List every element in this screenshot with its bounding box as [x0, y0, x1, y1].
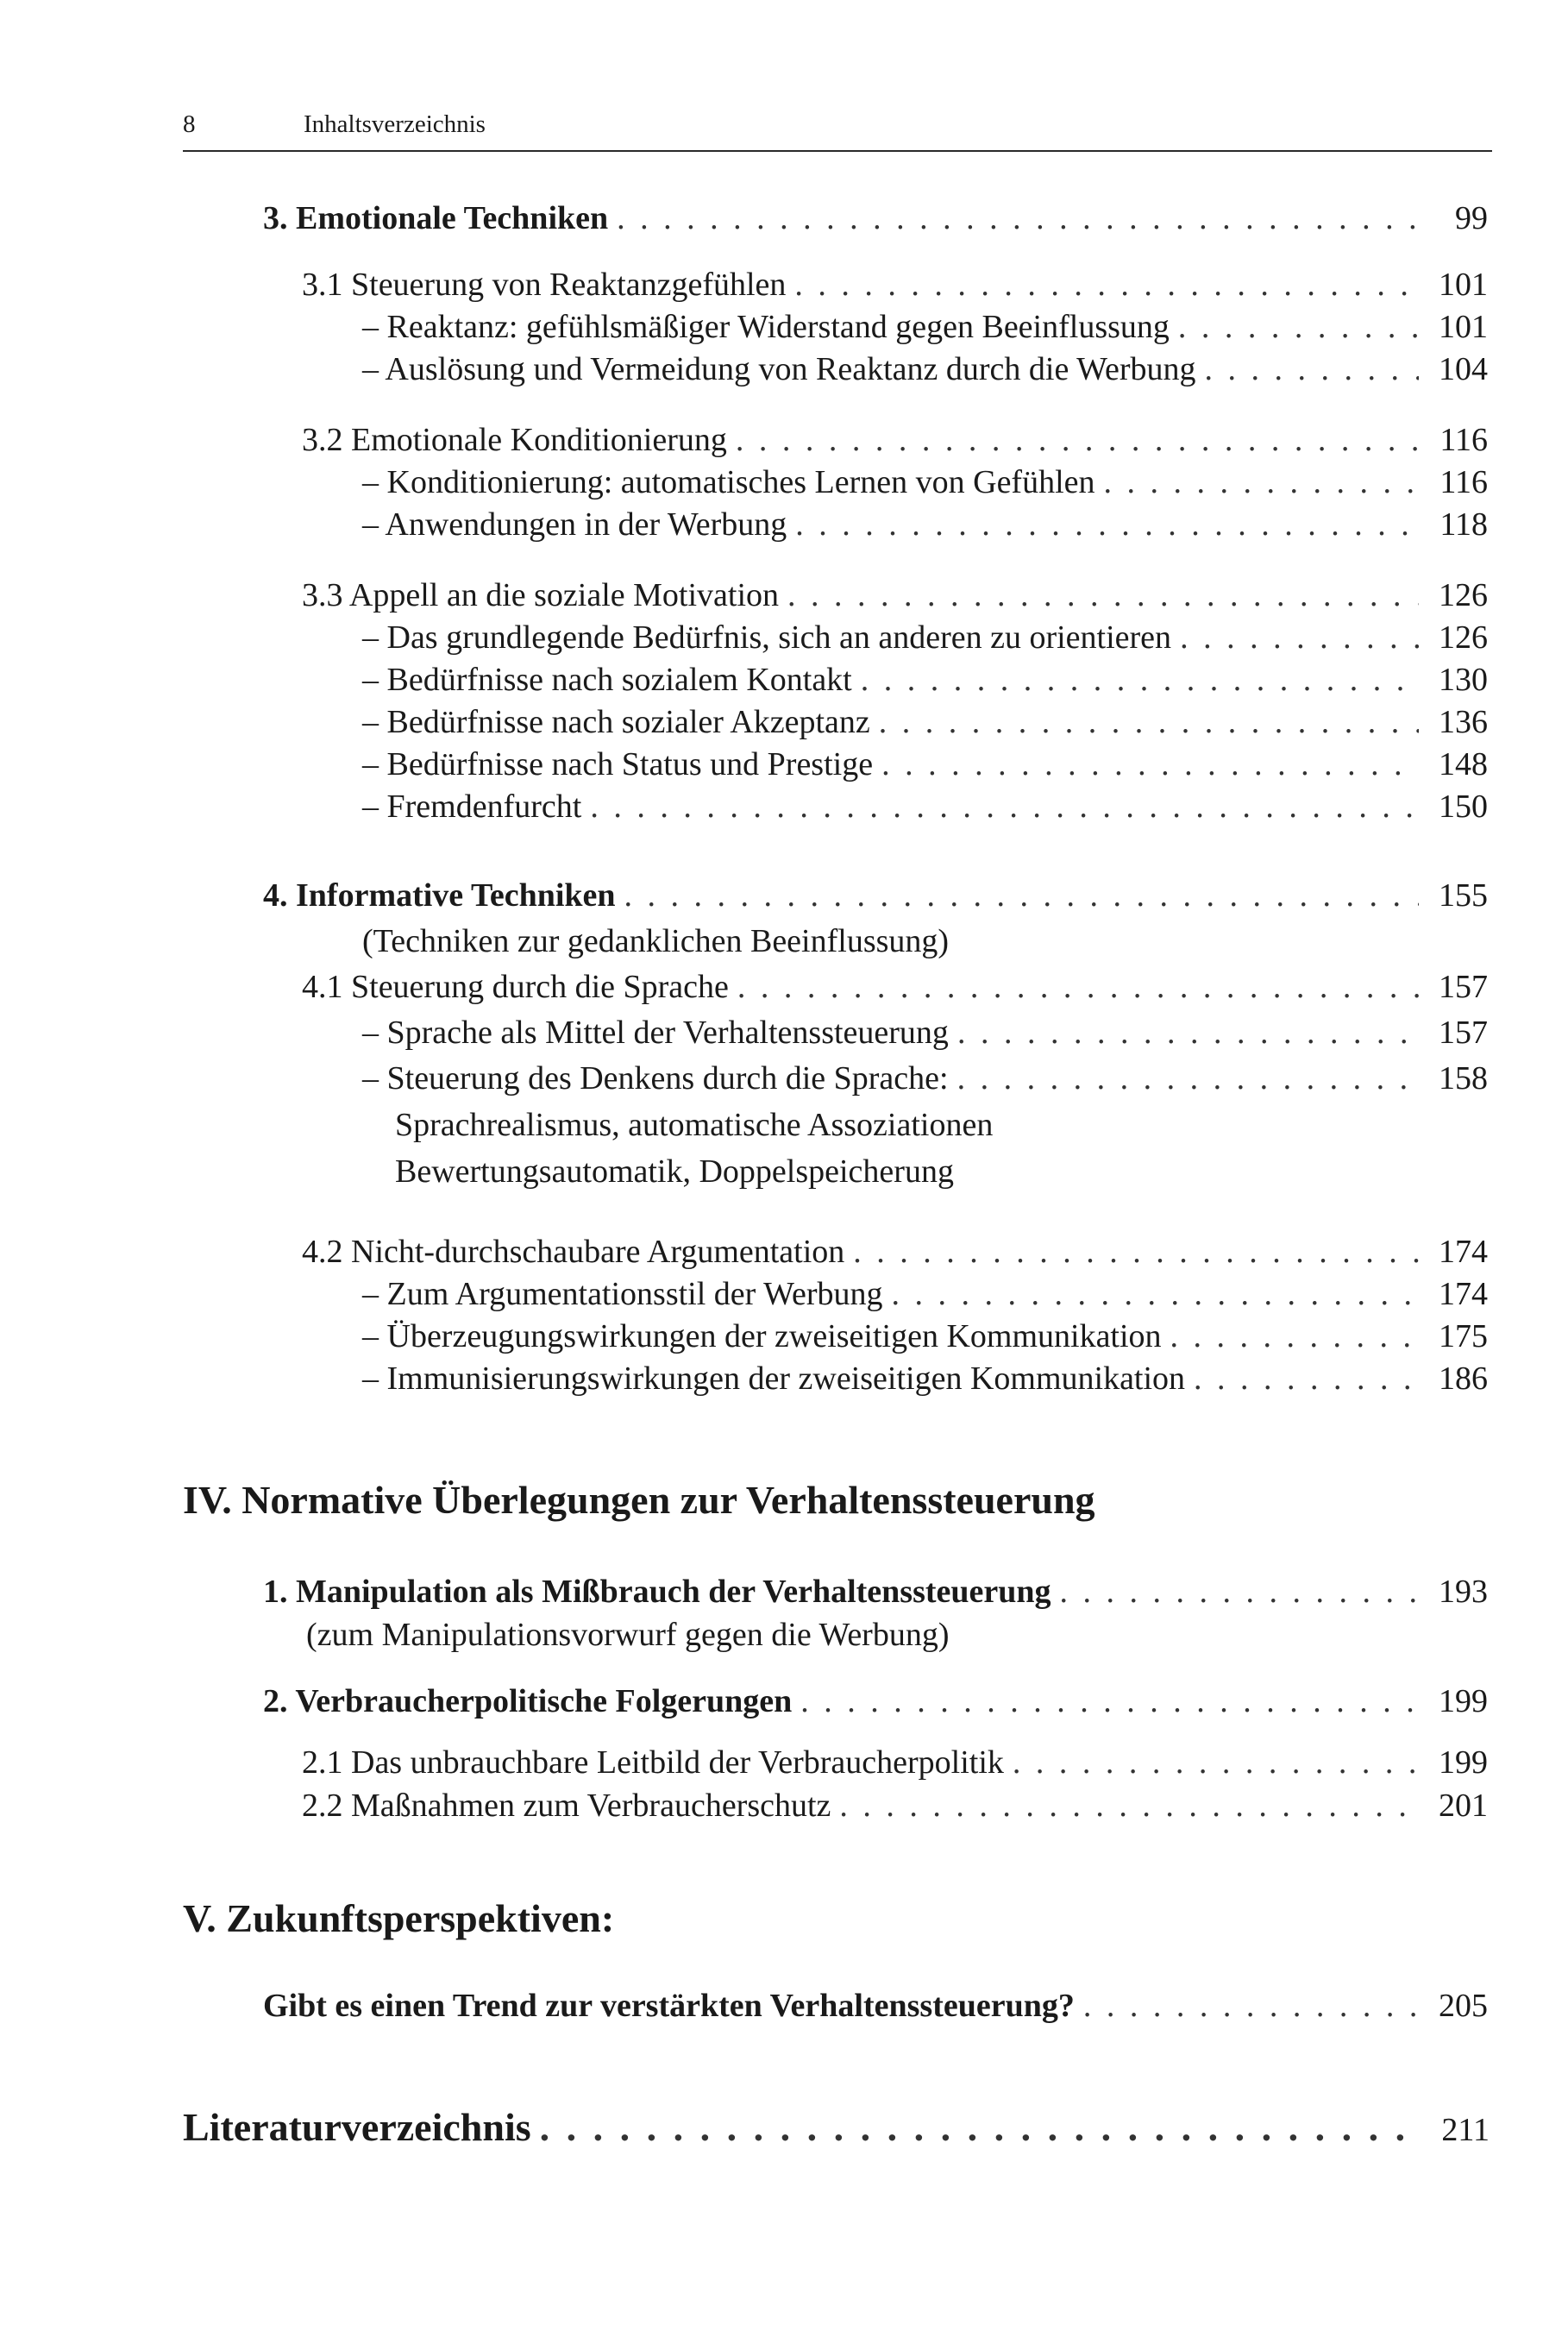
toc-page-number: 116 — [1439, 422, 1488, 458]
toc-entry-3-2-b — [362, 505, 1488, 544]
leader-dots — [787, 575, 1419, 615]
toc-page-number: 104 — [1439, 351, 1488, 387]
leader-dots — [839, 1786, 1419, 1825]
part-heading-iv: IV. Normative Überlegungen zur Verhaltenssteuerung — [183, 1478, 1095, 1522]
toc-entry-3-3-d — [362, 745, 1488, 784]
toc-entry-title: – Bedürfnisse nach sozialer Akzeptanz — [362, 704, 870, 740]
toc-page-number: 136 — [1439, 704, 1488, 740]
toc-entry-title: – Steuerung des Denkens durch die Sprache: — [362, 1060, 949, 1097]
leader-dots — [590, 787, 1419, 826]
leader-dots — [1083, 1986, 1419, 2026]
toc-entry-title: – Anwendungen in der Werbung — [362, 506, 787, 543]
toc-entry-3 — [263, 198, 1488, 238]
leader-dots — [1170, 1316, 1419, 1356]
toc-entry-4-2 — [302, 1232, 1488, 1272]
toc-entry-v-1 — [263, 1986, 1488, 2026]
toc-entry-title: 3.1 Steuerung von Reaktanzgefühlen — [302, 267, 787, 303]
toc-entry-title: – Immunisierungswirkungen der zweiseitigen Kommunikation — [362, 1360, 1186, 1397]
running-header — [183, 110, 1492, 152]
toc-page-number: 155 — [1439, 877, 1488, 914]
toc-entry-4 — [263, 876, 1488, 915]
leader-dots — [1194, 1359, 1419, 1398]
toc-entry-3-3-a — [362, 618, 1488, 657]
running-title: Inhaltsverzeichnis — [304, 110, 486, 138]
leader-dots — [861, 660, 1419, 700]
leader-dots — [800, 1681, 1419, 1721]
leader-dots — [617, 198, 1419, 238]
toc-entry-title: 3.2 Emotionale Konditionierung — [302, 422, 727, 458]
toc-entry-iv-2-2 — [302, 1786, 1488, 1825]
toc-entry-literature — [183, 2103, 1490, 2152]
toc-entry-title: 2. Verbraucherpolitische Folgerungen — [263, 1683, 793, 1719]
toc-entry-title: 4.2 Nicht-durchschaubare Argumentation — [302, 1234, 845, 1270]
toc-page-number: 205 — [1439, 1988, 1488, 2024]
toc-page-number: 174 — [1439, 1234, 1488, 1270]
leader-dots — [1205, 349, 1420, 389]
leader-dots — [736, 420, 1419, 460]
toc-entry-title: 3. Emotionale Techniken — [263, 200, 609, 236]
part-heading-v: V. Zukunftsperspektiven: — [183, 1896, 615, 1940]
toc-subtitle: (Techniken zur gedanklichen Beeinflussung) — [362, 923, 950, 959]
toc-page-number: 201 — [1439, 1788, 1488, 1824]
toc-entry-title: – Das grundlegende Bedürfnis, sich an anderen zu orientieren — [362, 619, 1172, 656]
toc-entry-title: 3.3 Appell an die soziale Motivation — [302, 577, 780, 613]
toc-entry-title: – Überzeugungswirkungen der zweiseitigen Kommunikation — [362, 1318, 1162, 1354]
leader-dots — [794, 265, 1419, 305]
toc-entry-iv-2 — [263, 1681, 1488, 1721]
toc-page-number: 193 — [1439, 1574, 1488, 1610]
leader-dots — [891, 1274, 1419, 1314]
toc-entry-4-1 — [302, 967, 1488, 1007]
leader-dots — [957, 1059, 1419, 1098]
toc-entry-title: – Fremdenfurcht — [362, 789, 582, 825]
toc-page-number: 126 — [1439, 577, 1488, 613]
toc-page-number: 116 — [1439, 464, 1488, 500]
toc-entry-continuation: Bewertungsautomatik, Doppelspeicherung — [395, 1153, 954, 1190]
toc-page-number: 101 — [1439, 267, 1488, 303]
toc-page-number: 199 — [1439, 1683, 1488, 1719]
toc-page-number: 158 — [1439, 1060, 1488, 1097]
toc-entry-4-2-a — [362, 1274, 1488, 1314]
leader-dots — [540, 2103, 1421, 2152]
toc-entry-4-1-b — [362, 1059, 1488, 1098]
page-number: 8 — [183, 110, 196, 138]
toc-page-number: 130 — [1439, 662, 1488, 698]
leader-dots — [1104, 462, 1419, 502]
toc-entry-title: – Bedürfnisse nach Status und Prestige — [362, 746, 874, 782]
toc-page-number: 211 — [1441, 2112, 1490, 2148]
leader-dots — [1178, 307, 1419, 347]
leader-dots — [624, 876, 1419, 915]
toc-entry-title: 1. Manipulation als Mißbrauch der Verhaltenssteuerung — [263, 1574, 1051, 1610]
toc-page-number: 148 — [1439, 746, 1488, 782]
toc-page-number: 199 — [1439, 1744, 1488, 1781]
leader-dots — [879, 702, 1419, 742]
toc-entry-title: Gibt es einen Trend zur verstärkten Verhaltenssteuerung? — [263, 1988, 1075, 2024]
toc-subtitle: (zum Manipulationsvorwurf gegen die Werbung) — [306, 1617, 950, 1653]
toc-entry-3-2 — [302, 420, 1488, 460]
toc-page-number: 186 — [1439, 1360, 1488, 1397]
leader-dots — [853, 1232, 1419, 1272]
toc-entry-3-3-b — [362, 660, 1488, 700]
leader-dots — [1180, 618, 1419, 657]
toc-entry-3-2-a — [362, 462, 1488, 502]
leader-dots — [795, 505, 1419, 544]
toc-page-number: 126 — [1439, 619, 1488, 656]
toc-page-number: 174 — [1439, 1276, 1488, 1312]
toc-entry-title: – Sprache als Mittel der Verhaltenssteuerung — [362, 1015, 949, 1051]
toc-entry-3-3-c — [362, 702, 1488, 742]
toc-entry-3-1-a — [362, 307, 1488, 347]
toc-entry-title: 4. Informative Techniken — [263, 877, 616, 914]
leader-dots — [881, 745, 1419, 784]
leader-dots — [957, 1013, 1419, 1053]
leader-dots — [1060, 1572, 1419, 1612]
toc-entry-title: – Zum Argumentationsstil der Werbung — [362, 1276, 883, 1312]
toc-page-number: 150 — [1439, 789, 1488, 825]
toc-entry-title: – Konditionierung: automatisches Lernen von Gefühlen — [362, 464, 1095, 500]
toc-entry-4-1-a — [362, 1013, 1488, 1053]
toc-page-number: 175 — [1439, 1318, 1488, 1354]
toc-page-number: 157 — [1439, 969, 1488, 1005]
toc-page-number: 157 — [1439, 1015, 1488, 1051]
toc-entry-title: Literaturverzeichnis — [183, 2105, 531, 2149]
toc-entry-title: 2.2 Maßnahmen zum Verbraucherschutz — [302, 1788, 831, 1824]
toc-entry-3-3-e — [362, 787, 1488, 826]
leader-dots — [1013, 1743, 1419, 1782]
toc-entry-iv-2-1 — [302, 1743, 1488, 1782]
leader-dots — [737, 967, 1419, 1007]
toc-entry-title: – Reaktanz: gefühlsmäßiger Widerstand gegen Beeinflussung — [362, 309, 1170, 345]
toc-entry-4-2-c — [362, 1359, 1488, 1398]
toc-page-number: 101 — [1439, 309, 1488, 345]
toc-entry-4-2-b — [362, 1316, 1488, 1356]
toc-entry-title: 2.1 Das unbrauchbare Leitbild der Verbraucherpolitik — [302, 1744, 1004, 1781]
toc-entry-title: – Auslösung und Vermeidung von Reaktanz durch die Werbung — [362, 351, 1196, 387]
toc-entry-3-1-b — [362, 349, 1488, 389]
toc-page-number: 99 — [1455, 200, 1488, 236]
toc-entry-3-3 — [302, 575, 1488, 615]
toc-entry-iv-1 — [263, 1572, 1488, 1612]
toc-entry-continuation: Sprachrealismus, automatische Assoziationen — [395, 1107, 994, 1143]
toc-entry-3-1 — [302, 265, 1488, 305]
toc-entry-title: – Bedürfnisse nach sozialem Kontakt — [362, 662, 852, 698]
toc-entry-title: 4.1 Steuerung durch die Sprache — [302, 969, 729, 1005]
toc-page-number: 118 — [1439, 506, 1488, 543]
